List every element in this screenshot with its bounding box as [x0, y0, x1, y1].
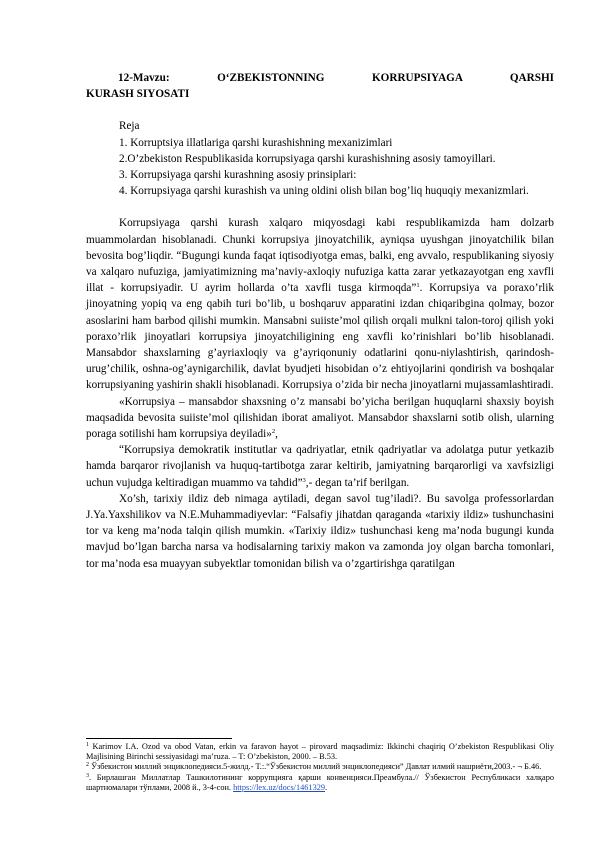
title-line-1: 12-Mavzu: O‘ZBEKISTONNING KORRUPSIYAGA QARSHI — [118, 72, 554, 84]
footnote-ref-2: 2 — [271, 428, 276, 436]
plan-heading: Reja — [119, 120, 140, 133]
plan-item-3: 3. Korrupsiyaga qarshi kurashning asosiy prinsiplari: — [119, 169, 357, 182]
paragraph-text: . Korrupsiya va poraxo’rlik jinoyatning yopiq va eng qabih turi bo’lib, u boshqaruv apparatini izdan chiqaribgina qolmay, bozor asoslarini ham barbod qilishi mumkin. Mansabni suiiste’mol qilish orqali mulkni talon-toroj qilish yoki poraxo’rlik jinoyatlari korrupsiya jinoyatchiligining eng xavfli ko’rinishlari bo’lib hisoblanadi. Mansabdor shaxslarning g’ayriaxloqiy va g’ayriqonuniy odatlarini qonu-niylashtirish, qarindosh-urug’chilik, oshna-og’aynigarchilik, davlat byudjeti hisobidan o’z ehtiyojlarini qondirish va boshqalar korrupsiyaning yashirin shakli hisoblanadi. Korrupsiya o’zida bir necha jinoyatlarni mujassamlashtiradi. — [86, 282, 554, 392]
title-line-2: KURASH SIYOSATI — [86, 88, 190, 101]
plan-item-2: 2.O’zbekiston Respublikasida korrupsiyaga qarshi kurashishning asosiy tamoyillari. — [119, 152, 496, 165]
plan-item-1: 1. Korruptsiya illatlariga qarshi kurashishning mexanizimlari — [119, 136, 393, 149]
paragraph-text: , — [275, 428, 278, 441]
footnote-text: . — [325, 782, 328, 792]
page-content — [86, 70, 554, 572]
footnotes — [86, 742, 554, 793]
spacer — [86, 102, 554, 118]
footnote-text: . Бирлашган Миллатлар Ташкилотининг коррупцияга қарши конвенцияси.Преамбула.// Ўзбекистон Республикаси халқаро шартномалари тўплами, 2008 й., 3-4-сон. — [86, 772, 554, 792]
footnote-1 — [86, 742, 554, 762]
footnote-text: Ўзбекистон миллий энциклопедияси.5-жилд.- Т.:.“Ўзбекистон миллий энциклопедияси” Давлат илмий нашриёти,2003.- ¬ Б.46. — [89, 762, 542, 772]
footnote-ref-1: 1 — [416, 282, 420, 290]
paragraph-text: ,- degan ta’rif berilgan. — [305, 476, 410, 489]
spacer — [86, 199, 554, 215]
footnote-link[interactable]: https://lex.uz/docs/1461329 — [233, 782, 326, 792]
body-paragraph-3 — [86, 442, 554, 491]
footnote-mark: 3 — [86, 772, 89, 779]
footnote-ref-3: 3 — [302, 476, 306, 484]
body-paragraph-1 — [86, 215, 554, 393]
paragraph-text: Korrupsiyaga qarshi kurash xalqaro miqyosdagi kabi respublikamizda ham dolzarb muammolardan hisoblanadi. Chunki korrupsiya jinoyatchilik, ayniqsa uyushgan jinoyatchilik bilan bevosita bog’liqdir. “Bugungi kunda faqat iqtisodiyotga emas, balki, eng avvalo, respublikaning siyosiy va xalqaro nufuziga, jamiyatimizning ma’naviy-axloqiy nufuziga katta zarar yetkazayotgan eng xavfli illat - korrupsiyadir. U ayrim hollarda o’ta xavfli tusga kirmoqda” — [86, 217, 554, 295]
paragraph-text: “Korrupsiya demokratik institutlar va qadriyatlar, etnik qadriyatlar va adolatga putur yetkazib hamda barqaror rivojlanish va huquq-tartibotga zarar keltirib, jamiyatning barqarorligi va xavfsizligi uchun vujudga keltiradigan muammo va tahdid” — [86, 444, 554, 489]
paragraph-text: «Korrupsiya – mansabdor shaxsning o’z mansabi bo’yicha berilgan huquqlarni shaxsiy boyish maqsadida bevosita suiiste’mol qilishidan iborat amaliyot. Mansabdor shaxslarni sotib olish, ularning poraga sotilishi ham korrupsiya deyiladi» — [86, 395, 554, 441]
footnote-3 — [86, 773, 554, 793]
footnote-mark: 2 — [86, 762, 89, 769]
footnote-2 — [86, 762, 554, 772]
footnote-text: Karimov I.A. Ozod va obod Vatan, erkin va faravon hayot – pirovard maqsadimiz: Ikkinchi chaqiriq O’zbekiston Respublikasi Oliy Majlisining Birinchi sessiyasidagi ma’ruza. – T: O’zbekiston, 2000. – B.53. — [86, 742, 554, 762]
footnote-separator — [86, 738, 232, 739]
page-title — [86, 70, 554, 102]
plan-item-4: 4. Korrupsiyaga qarshi kurashish va uning oldini olish bilan bog’liq huquqiy mexanizmlari. — [119, 185, 529, 198]
body-paragraph-4: Xo’sh, tarixiy ildiz deb nimaga aytiladi, degan savol tug’iladi?. Bu savolga professorlardan J.Ya.Yaxshilikov va N.E.Muhammadiyevlar: “Falsafiy jihatdan qaraganda «tarixiy ildiz» tushunchasini tor va keng ma’noda talqin qilish mumkin. «Tarixiy ildiz» tushunchasi keng ma’noda bugungi kunda mavjud bo’lgan barcha narsa va hodisalarning tarixiy makon va zamonda joy olgan barcha tomonlari, tor ma’noda esa muayyan subyektlar tomonidan bilish va o’zgartirishga qaratilgan — [86, 492, 554, 570]
footnote-mark: 1 — [86, 742, 89, 748]
body-paragraph-2 — [86, 394, 554, 443]
